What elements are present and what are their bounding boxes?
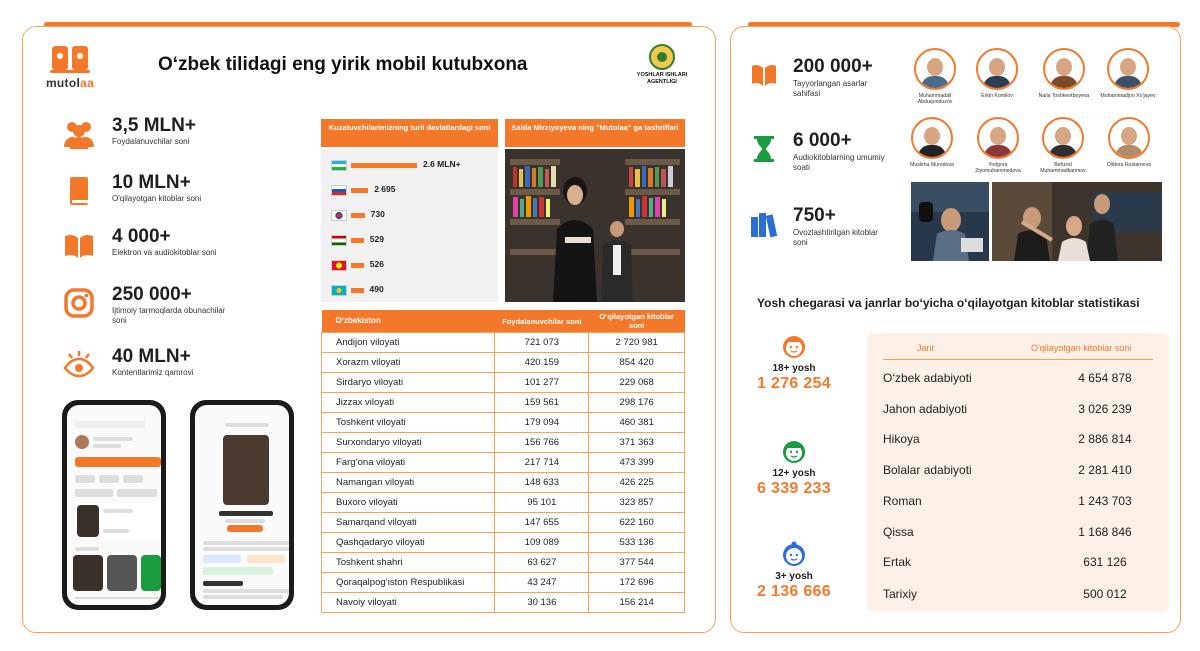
genre-row <box>883 494 1153 514</box>
russia-flag-icon <box>331 185 347 196</box>
table-row <box>322 553 685 573</box>
genre-name: Tarixiy <box>883 587 918 601</box>
books-count: 156 214 <box>589 593 685 613</box>
age-group-adult: 18+ yosh 1 276 254 <box>746 332 842 393</box>
users-count: 109 089 <box>495 533 589 553</box>
country-value: 529 <box>369 234 384 244</box>
visit-header: Saida Mirziyoyeva ning "Mutolaa" ga tashriflari <box>505 119 685 147</box>
table-row <box>322 513 685 533</box>
book-icon <box>62 174 96 208</box>
users-count: 420 159 <box>495 353 589 373</box>
child-face-icon <box>780 540 808 568</box>
books-count: 533 136 <box>589 533 685 553</box>
country-value: 526 <box>369 259 384 269</box>
country-bar <box>351 213 365 218</box>
stat-hours: 6 000+ Audiokitoblarning umumiy soati <box>750 130 910 180</box>
region-name: Buxoro viloyati <box>322 493 495 513</box>
country-value: 2.6 MLN+ <box>423 159 461 169</box>
visit-photo <box>505 149 685 302</box>
table-row <box>322 373 685 393</box>
country-bar <box>351 188 368 193</box>
avatar <box>976 48 1018 90</box>
table-row <box>322 573 685 593</box>
open-book-icon <box>62 228 96 262</box>
country-value: 730 <box>370 209 385 219</box>
table-row <box>322 413 685 433</box>
books-count: 426 225 <box>589 473 685 493</box>
table-row <box>322 473 685 493</box>
users-count: 179 094 <box>495 413 589 433</box>
genre-count: 2 281 410 <box>1078 463 1132 477</box>
region-name: Jizzax viloyati <box>322 393 495 413</box>
genre-name: Jahon adabiyoti <box>883 402 968 416</box>
stat-ebooks: 4 000+ Elektron va audiokitoblar soni <box>62 226 302 272</box>
books-count: 2 720 981 <box>589 333 685 353</box>
users-count: 147 655 <box>495 513 589 533</box>
table-row <box>322 533 685 553</box>
avatar <box>1108 117 1150 159</box>
narrator-card: Muslima Murodova <box>902 117 962 168</box>
books-count: 377 544 <box>589 553 685 573</box>
region-name: Toshkent shahri <box>322 553 495 573</box>
genre-row <box>883 432 1153 452</box>
genre-name: Bolalar adabiyoti <box>883 463 972 477</box>
mutolaa-logo: mutolaa <box>40 44 100 90</box>
genre-count: 3 026 239 <box>1078 402 1132 416</box>
genre-name: Ertak <box>883 555 912 569</box>
hourglass-icon <box>750 134 778 164</box>
genre-name: Roman <box>883 494 922 508</box>
region-name: Toshkent viloyati <box>322 413 495 433</box>
age-group-child: 3+ yosh 2 136 666 <box>746 540 842 601</box>
books-count: 854 420 <box>589 353 685 373</box>
genre-row <box>883 402 1153 422</box>
regions-table <box>321 310 685 613</box>
country-bar <box>351 263 364 268</box>
genre-name: Qissa <box>883 525 914 539</box>
age-section-title: Yosh chegarasi va janrlar bo‘yicha o‘qilayotgan kitoblar statistikasi <box>757 296 1140 310</box>
users-icon <box>62 117 96 151</box>
phone-mockup-home <box>62 400 166 610</box>
table-header: O‘zbekiston <box>322 310 495 333</box>
country-row <box>331 184 496 198</box>
users-count: 156 766 <box>495 433 589 453</box>
partner-logo: YOSHLAR ISHLARI AGENTLIGI <box>634 44 690 85</box>
region-name: Namangan viloyati <box>322 473 495 493</box>
region-name: Sirdaryo viloyati <box>322 373 495 393</box>
books-count: 473 399 <box>589 453 685 473</box>
region-name: Farg‘ona viloyati <box>322 453 495 473</box>
avatar <box>1042 117 1084 159</box>
books-count: 229 068 <box>589 373 685 393</box>
table-row <box>322 333 685 353</box>
region-name: Andijon viloyati <box>322 333 495 353</box>
books-icon <box>750 209 778 239</box>
genre-count: 4 654 878 <box>1078 371 1132 385</box>
narrator-card: Naila Toshkentboyeva <box>1034 48 1094 99</box>
users-count: 148 633 <box>495 473 589 493</box>
users-count: 43 247 <box>495 573 589 593</box>
narrator-card: Behzod Muhammadkarimov <box>1033 117 1093 174</box>
genre-count: 1 168 846 <box>1078 525 1132 539</box>
country-row <box>331 159 496 173</box>
avatar <box>914 48 956 90</box>
users-count: 95 101 <box>495 493 589 513</box>
genre-divider <box>883 359 1153 360</box>
table-row <box>322 353 685 373</box>
phone-mockup-book <box>190 400 294 610</box>
eye-icon <box>62 348 96 382</box>
kazakhstan-flag-icon <box>331 285 347 296</box>
region-name: Xorazm viloyati <box>322 353 495 373</box>
page-title: O‘zbek tilidagi eng yirik mobil kutubxona <box>158 54 528 75</box>
country-value: 490 <box>369 284 384 294</box>
genre-count: 500 012 <box>1083 587 1127 601</box>
genre-row <box>883 371 1153 391</box>
narrator-card: Muhammadjon Xo'jayev <box>1098 48 1158 99</box>
country-bar <box>351 288 364 293</box>
stat-pages: 200 000+ Tayyorlangan asarlar sahifasi <box>750 56 910 106</box>
users-count: 217 714 <box>495 453 589 473</box>
korea-flag-icon <box>331 210 347 221</box>
table-row <box>322 433 685 453</box>
genre-name: Hikoya <box>883 432 920 446</box>
uzbekistan-flag-icon <box>331 160 347 171</box>
users-count: 63 627 <box>495 553 589 573</box>
region-name: Qoraqalpog‘iston Respublikasi <box>322 573 495 593</box>
age-group-teen: 12+ yosh 6 339 233 <box>746 437 842 498</box>
region-name: Samarqand viloyati <box>322 513 495 533</box>
stat-users: 3,5 MLN+ Foydalanuvchilar soni <box>62 115 302 161</box>
stat-social: 250 000+ Ijtimoiy tarmoqlarda obunachilar soni <box>62 284 302 330</box>
genre-header: Janr <box>917 343 935 353</box>
narrator-card: Muhammadali Abduqunduzov <box>905 48 965 105</box>
country-bar <box>351 238 364 243</box>
avatar <box>1043 48 1085 90</box>
region-name: Surxondaryo viloyati <box>322 433 495 453</box>
books-count: 622 160 <box>589 513 685 533</box>
studio-photo-2 <box>992 182 1162 261</box>
country-value: 2 695 <box>374 184 396 194</box>
adult-face-icon <box>780 332 808 360</box>
books-count: 460 381 <box>589 413 685 433</box>
countries-chart <box>321 149 498 302</box>
country-row <box>331 284 496 298</box>
genre-table <box>867 333 1169 612</box>
users-count: 159 561 <box>495 393 589 413</box>
table-row <box>322 393 685 413</box>
region-name: Qashqadaryo viloyati <box>322 533 495 553</box>
table-header: O‘qilayotgan kitoblar soni <box>589 310 685 333</box>
narrator-card: Dildora Rustamova <box>1099 117 1159 168</box>
genre-header: O'qilayotgan kitoblar soni <box>1031 343 1132 353</box>
tajikistan-flag-icon <box>331 235 347 246</box>
avatar <box>977 117 1019 159</box>
table-row <box>322 593 685 613</box>
book-stack-icon <box>750 60 778 90</box>
stat-reach: 40 MLN+ Kontentlarimiz qamrovi <box>62 346 302 392</box>
users-count: 30 136 <box>495 593 589 613</box>
stat-voiced: 750+ Ovozlashtirilgan kitoblar soni <box>750 205 910 255</box>
partner-emblem-icon <box>649 44 675 70</box>
countries-header: Kuzatuvchilarimizning turli davlatlardagi soni <box>321 119 498 147</box>
genre-count: 2 886 814 <box>1078 432 1132 446</box>
genre-name: O‘zbek adabiyoti <box>883 371 972 385</box>
avatar <box>1107 48 1149 90</box>
books-count: 172 696 <box>589 573 685 593</box>
table-header: Foydalanuvchilar soni <box>495 310 589 333</box>
instagram-icon <box>62 286 96 320</box>
genre-count: 1 243 703 <box>1078 494 1132 508</box>
studio-photo-1 <box>911 182 989 261</box>
country-bar <box>351 163 417 168</box>
country-row <box>331 234 496 248</box>
region-name: Navoiy viloyati <box>322 593 495 613</box>
genre-row <box>883 463 1153 483</box>
genre-row <box>883 555 1153 575</box>
genre-count: 631 126 <box>1083 555 1127 569</box>
kyrgyzstan-flag-icon <box>331 260 347 271</box>
table-row <box>322 493 685 513</box>
books-count: 298 176 <box>589 393 685 413</box>
teen-face-icon <box>780 437 808 465</box>
narrator-card: Yodgora Ziyomuhammedova <box>968 117 1028 174</box>
logo-book-icon <box>48 44 92 76</box>
stat-books: 10 MLN+ O'qilayotgan kitoblar soni <box>62 172 302 218</box>
table-row <box>322 453 685 473</box>
country-row <box>331 209 496 223</box>
books-count: 323 857 <box>589 493 685 513</box>
genre-row <box>883 525 1153 545</box>
users-count: 721 073 <box>495 333 589 353</box>
books-count: 371 363 <box>589 433 685 453</box>
genre-row <box>883 587 1153 607</box>
users-count: 101 277 <box>495 373 589 393</box>
country-row <box>331 259 496 273</box>
avatar <box>911 117 953 159</box>
narrator-card: Erkin Komilov <box>967 48 1027 99</box>
table-header-row <box>322 310 685 333</box>
